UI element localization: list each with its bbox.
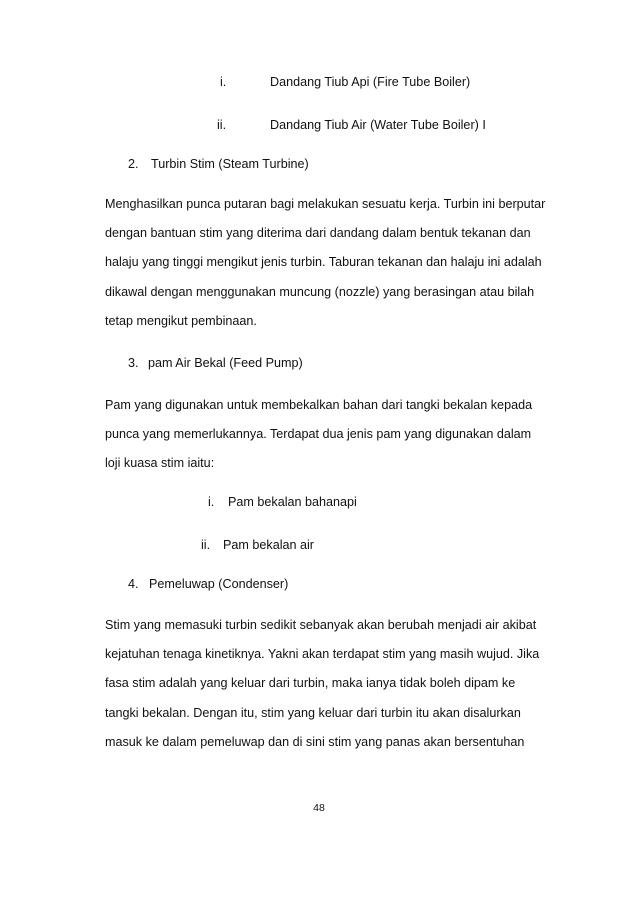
list-item-numeral: ii. bbox=[217, 118, 227, 132]
page-number: 48 bbox=[313, 802, 325, 814]
section-heading-number: 4. bbox=[128, 577, 139, 591]
paragraph bbox=[105, 397, 565, 485]
list-item-numeral: ii. bbox=[201, 538, 211, 552]
section-heading: Turbin Stim (Steam Turbine) bbox=[151, 157, 309, 171]
list-item-numeral: i. bbox=[220, 75, 227, 89]
paragraph-line: punca yang memerlukannya. Terdapat dua jenis pam yang digunakan dalam bbox=[105, 427, 532, 442]
paragraph-line: dengan bantuan stim yang diterima dari dandang dalam bentuk tekanan dan bbox=[105, 226, 531, 241]
section-heading: pam Air Bekal (Feed Pump) bbox=[148, 356, 303, 370]
paragraph-line: halaju yang tinggi mengikut jenis turbin. Taburan tekanan dan halaju ini adalah bbox=[105, 255, 542, 270]
section-heading: Pemeluwap (Condenser) bbox=[149, 577, 289, 591]
paragraph bbox=[105, 617, 565, 763]
paragraph-line: kejatuhan tenaga kinetiknya. Yakni akan terdapat stim yang masih wujud. Jika bbox=[105, 647, 540, 662]
section-heading-number: 2. bbox=[128, 157, 139, 171]
paragraph-line: tangki bekalan. Dengan itu, stim yang keluar dari turbin itu akan disalurkan bbox=[105, 705, 521, 720]
paragraph bbox=[105, 196, 565, 342]
list-item-text: Pam bekalan bahanapi bbox=[228, 495, 357, 509]
paragraph-line: Pam yang digunakan untuk membekalkan bahan dari tangki bekalan kepada bbox=[105, 398, 533, 412]
list-item-text: Dandang Tiub Air (Water Tube Boiler) I bbox=[270, 118, 486, 132]
paragraph-line: Menghasilkan punca putaran bagi melakukan sesuatu kerja. Turbin ini berputar bbox=[105, 197, 546, 211]
paragraph-line: fasa stim adalah yang keluar dari turbin, maka ianya tidak boleh dipam ke bbox=[105, 676, 516, 691]
paragraph-line: tetap mengikut pembinaan. bbox=[105, 313, 257, 328]
paragraph-line: dikawal dengan menggunakan muncung (nozzle) yang berasingan atau bilah bbox=[105, 284, 535, 299]
paragraph-line: Stim yang memasuki turbin sedikit sebanyak akan berubah menjadi air akibat bbox=[105, 618, 537, 632]
list-item-numeral: i. bbox=[208, 495, 215, 509]
section-heading-number: 3. bbox=[128, 356, 139, 370]
paragraph-line: masuk ke dalam pemeluwap dan di sini stim yang panas akan bersentuhan bbox=[105, 734, 525, 749]
paragraph-line: loji kuasa stim iaitu: bbox=[105, 456, 215, 471]
list-item-text: Pam bekalan air bbox=[223, 538, 315, 552]
list-item-text: Dandang Tiub Api (Fire Tube Boiler) bbox=[270, 75, 471, 89]
